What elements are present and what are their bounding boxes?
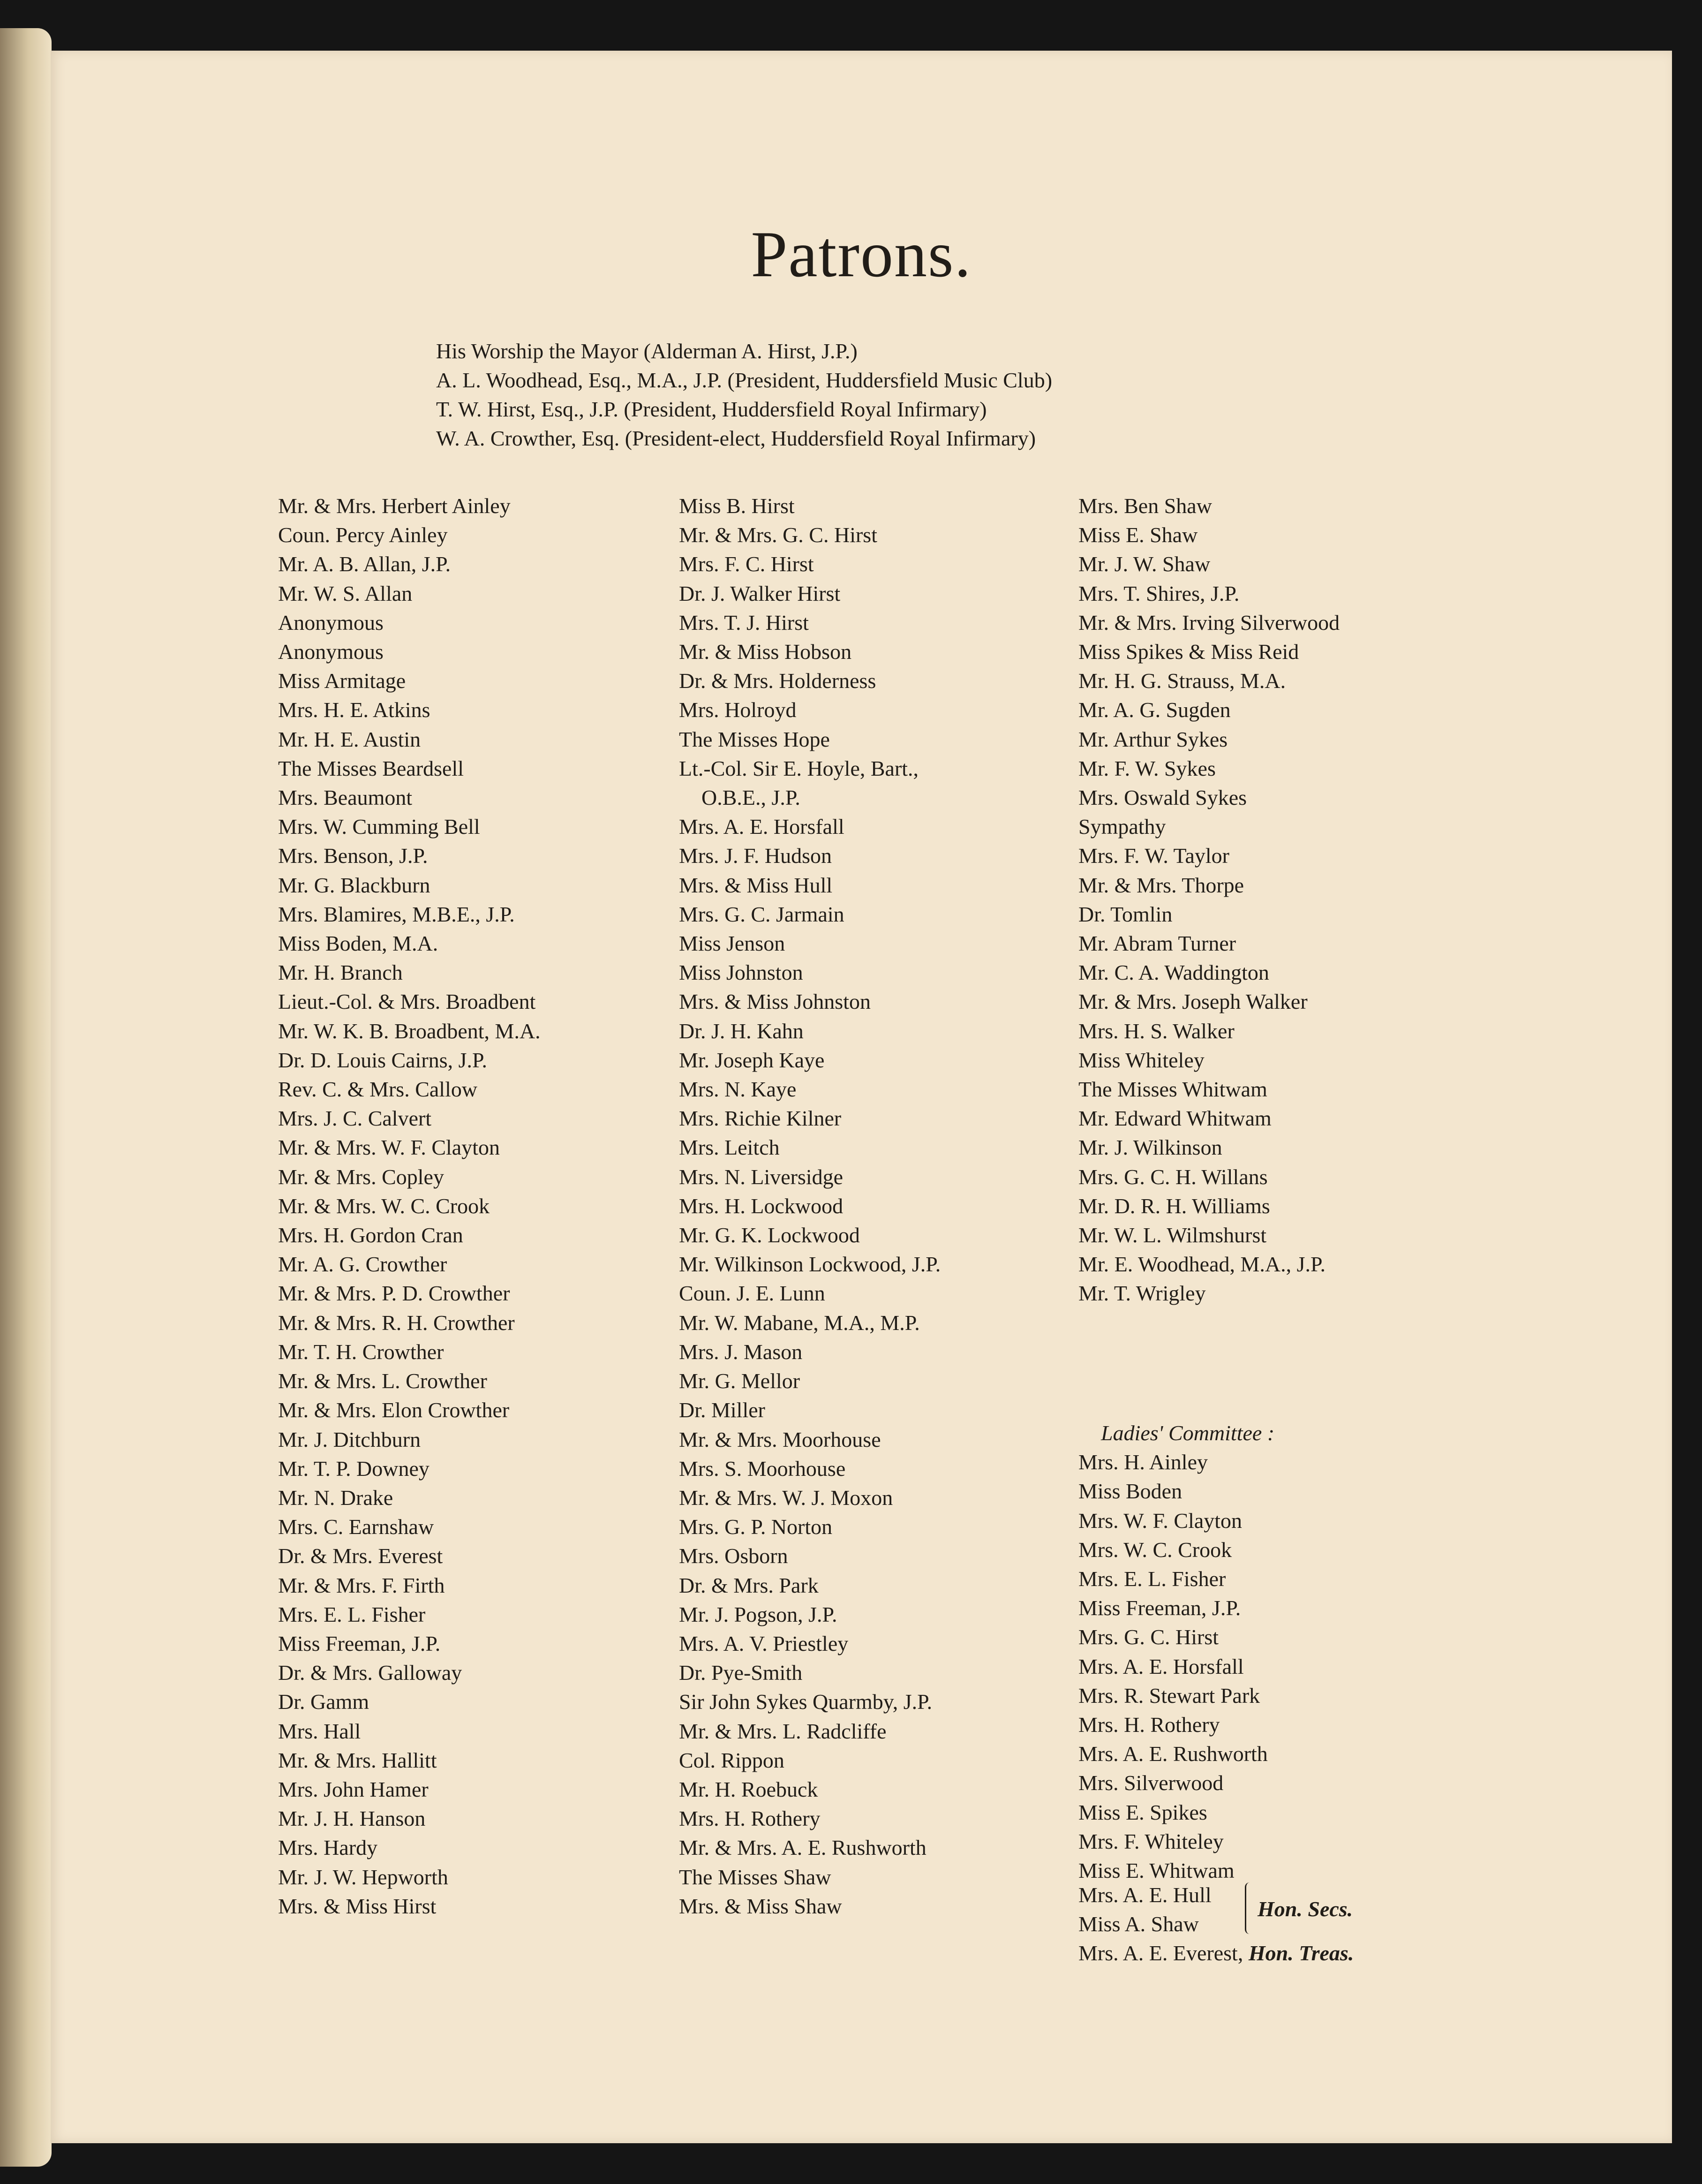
patron-name: Mrs. S. Moorhouse xyxy=(679,1456,846,1481)
patron-name: Mr. J. Ditchburn xyxy=(278,1427,421,1451)
patron-name: Mrs. H. Lockwood xyxy=(679,1194,843,1218)
patron-name: Mrs. Benson, J.P. xyxy=(278,844,428,868)
patron-name: Coun. J. E. Lunn xyxy=(679,1281,825,1306)
patron-name: Mrs. Hall xyxy=(278,1719,361,1743)
secretaries-role: Hon. Secs. xyxy=(1258,1897,1353,1921)
patron-name: Mr. & Mrs. P. D. Crowther xyxy=(278,1281,510,1306)
patron-name: Miss Freeman, J.P. xyxy=(1078,1596,1241,1620)
patron-name: Mrs. W. C. Crook xyxy=(1078,1537,1232,1562)
patron-name: Mrs. N. Kaye xyxy=(679,1077,797,1102)
patron-name: Miss Boden xyxy=(1078,1479,1182,1504)
patron-name: Mrs. G. C. H. Willans xyxy=(1078,1164,1268,1189)
patron-name: Mrs. Silverwood xyxy=(1078,1771,1224,1795)
patron-name: Mrs. Hardy xyxy=(278,1836,378,1860)
patron-name: Mrs. G. C. Jarmain xyxy=(679,902,844,926)
patron-name: Miss E. Spikes xyxy=(1078,1800,1207,1824)
patron-name: Mrs. A. E. Horsfall xyxy=(1078,1654,1244,1678)
patron-name: Mr. C. A. Waddington xyxy=(1078,960,1269,985)
patrons-column-3 xyxy=(1078,491,1340,1308)
secretary-name: Mrs. A. E. Hull xyxy=(1078,1883,1212,1907)
patron-name: Mr. W. L. Wilmshurst xyxy=(1078,1223,1267,1247)
patron-name: Mrs. W. Cumming Bell xyxy=(278,815,480,839)
patron-name: Mr. H. G. Strauss, M.A. xyxy=(1078,669,1286,693)
patron-name: The Misses Hope xyxy=(679,727,830,751)
patron-name: Mrs. F. W. Taylor xyxy=(1078,844,1229,868)
patron-name: Miss Johnston xyxy=(679,960,803,985)
patron-name: Mr. Abram Turner xyxy=(1078,931,1236,956)
patron-name: Mr. & Mrs. L. Crowther xyxy=(278,1369,487,1393)
patron-name: Mr. & Mrs. W. J. Moxon xyxy=(679,1485,893,1510)
patron-name: Dr. J. H. Kahn xyxy=(679,1019,804,1043)
patron-name: Dr. & Mrs. Holderness xyxy=(679,669,876,693)
patron-name: Mrs. R. Stewart Park xyxy=(1078,1683,1260,1708)
patron-name: Mr. & Miss Hobson xyxy=(679,640,852,664)
patron-name: Mr. & Mrs. Herbert Ainley xyxy=(278,494,511,518)
patron-name: Rev. C. & Mrs. Callow xyxy=(278,1077,478,1102)
patron-name: Mr. Wilkinson Lockwood, J.P. xyxy=(679,1252,941,1277)
patron-name: Mrs. T. J. Hirst xyxy=(679,610,809,635)
patron-name: Mr. & Mrs. Elon Crowther xyxy=(278,1398,510,1422)
patron-name: Mr. T. P. Downey xyxy=(278,1456,429,1481)
patron-name: Miss Spikes & Miss Reid xyxy=(1078,640,1299,664)
patron-name: Col. Rippon xyxy=(679,1748,784,1772)
patron-name: Miss E. Shaw xyxy=(1078,523,1198,547)
patron-name: Mr. & Mrs. Irving Silverwood xyxy=(1078,610,1340,635)
patron-name: Dr. Pye-Smith xyxy=(679,1661,803,1685)
patron-name: Miss Jenson xyxy=(679,931,785,956)
principal-patron: His Worship the Mayor (Alderman A. Hirst, J.P.) xyxy=(436,339,858,363)
patron-name: Mrs. Osborn xyxy=(679,1544,788,1568)
patron-name: Miss Boden, M.A. xyxy=(278,931,438,956)
patron-name: Mrs. J. C. Calvert xyxy=(278,1106,432,1131)
treasurer-role: Hon. Treas. xyxy=(1248,1941,1354,1965)
patron-name: Mrs. E. L. Fisher xyxy=(278,1602,426,1626)
patron-name: Mrs. E. L. Fisher xyxy=(1078,1567,1226,1591)
patron-name: The Misses Shaw xyxy=(679,1865,831,1889)
patron-name: Mr. & Mrs. Moorhouse xyxy=(679,1427,881,1451)
patron-name: Dr. & Mrs. Everest xyxy=(278,1544,443,1568)
patron-name: Mr. J. W. Hepworth xyxy=(278,1865,448,1889)
patron-name: Mr. & Mrs. Hallitt xyxy=(278,1748,437,1772)
patron-name: Mrs. T. Shires, J.P. xyxy=(1078,581,1240,605)
patron-name: Mr. T. H. Crowther xyxy=(278,1339,444,1364)
patron-name: Mr. A. B. Allan, J.P. xyxy=(278,552,451,576)
patron-name: Mrs. H. Rothery xyxy=(679,1806,821,1831)
patron-name: Miss Armitage xyxy=(278,669,406,693)
patron-name: Mrs. & Miss Hirst xyxy=(278,1894,437,1918)
patron-name: Mrs. J. F. Hudson xyxy=(679,844,832,868)
patron-name: Mr. A. G. Sugden xyxy=(1078,698,1231,722)
patron-name: Mrs. Holroyd xyxy=(679,698,797,722)
patron-name: Mr. & Mrs. G. C. Hirst xyxy=(679,523,877,547)
patron-name: Mrs. H. S. Walker xyxy=(1078,1019,1235,1043)
secretary-name: Miss A. Shaw xyxy=(1078,1912,1199,1936)
patron-name: Mr. W. Mabane, M.A., M.P. xyxy=(679,1310,920,1335)
patron-name: Mr. W. S. Allan xyxy=(278,581,413,605)
patron-name: Mr. E. Woodhead, M.A., J.P. xyxy=(1078,1252,1326,1277)
patron-name: Dr. Gamm xyxy=(278,1690,369,1714)
patron-name: Mrs. J. Mason xyxy=(679,1339,803,1364)
patron-name: Mr. H. Roebuck xyxy=(679,1777,818,1801)
ladies-committee xyxy=(1078,1419,1274,1885)
patron-name: Mrs. & Miss Hull xyxy=(679,873,833,897)
patron-name: Mr. G. Mellor xyxy=(679,1369,800,1393)
patron-name: Miss B. Hirst xyxy=(679,494,795,518)
patron-name: Mr. & Mrs. Joseph Walker xyxy=(1078,990,1308,1014)
patron-name: O.B.E., J.P. xyxy=(701,786,800,810)
patron-name: Mr. Edward Whitwam xyxy=(1078,1106,1272,1131)
patron-name: Mrs. H. E. Atkins xyxy=(278,698,430,722)
patron-name: The Misses Beardsell xyxy=(278,756,464,780)
patron-name: Mrs. Blamires, M.B.E., J.P. xyxy=(278,902,515,926)
patron-name: Dr. & Mrs. Park xyxy=(679,1573,819,1597)
patron-name: Mrs. & Miss Shaw xyxy=(679,1894,842,1918)
patron-name: Miss Whiteley xyxy=(1078,1048,1205,1072)
principal-patron: A. L. Woodhead, Esq., M.A., J.P. (President, Huddersfield Music Club) xyxy=(436,368,1053,392)
patron-name: Mr. & Mrs. L. Radcliffe xyxy=(679,1719,887,1743)
principal-patron: W. A. Crowther, Esq. (President-elect, Huddersfield Royal Infirmary) xyxy=(436,426,1036,450)
patron-name: Mr. J. Wilkinson xyxy=(1078,1135,1222,1160)
patrons-column-2 xyxy=(679,491,941,1921)
principal-patron: T. W. Hirst, Esq., J.P. (President, Huddersfield Royal Infirmary) xyxy=(436,397,987,421)
patron-name: Mr. G. Blackburn xyxy=(278,873,430,897)
patron-name: Mr. H. Branch xyxy=(278,960,403,985)
patron-name: Mrs. & Miss Johnston xyxy=(679,990,871,1014)
patron-name: Mr. & Mrs. W. F. Clayton xyxy=(278,1135,500,1160)
patron-name: Mr. Joseph Kaye xyxy=(679,1048,825,1072)
patron-name: Mr. T. Wrigley xyxy=(1078,1281,1206,1306)
patron-name: Lt.-Col. Sir E. Hoyle, Bart., xyxy=(679,756,919,780)
patron-name: Mr. & Mrs. W. C. Crook xyxy=(278,1194,490,1218)
patron-name: Miss Freeman, J.P. xyxy=(278,1631,441,1655)
patron-name: Mr. N. Drake xyxy=(278,1485,393,1510)
patron-name: Mr. J. W. Shaw xyxy=(1078,552,1211,576)
patron-name: Mr. W. K. B. Broadbent, M.A. xyxy=(278,1019,541,1043)
patron-name: Mrs. H. Gordon Cran xyxy=(278,1223,463,1247)
patron-name: Mr. D. R. H. Williams xyxy=(1078,1194,1270,1218)
brace-bracket xyxy=(1245,1882,1253,1934)
patron-name: Anonymous xyxy=(278,610,384,635)
book-spine-edge xyxy=(0,28,52,2167)
patron-name: Mr. G. K. Lockwood xyxy=(679,1223,860,1247)
patron-name: Mr. & Mrs. A. E. Rushworth xyxy=(679,1836,926,1860)
patron-name: Mr. H. E. Austin xyxy=(278,727,421,751)
patron-name: Mr. & Mrs. F. Firth xyxy=(278,1573,445,1597)
patron-name: Mrs. N. Liversidge xyxy=(679,1164,843,1189)
patron-name: Lieut.-Col. & Mrs. Broadbent xyxy=(278,990,536,1014)
patron-name: Mrs. Leitch xyxy=(679,1135,780,1160)
patron-name: Mrs. Oswald Sykes xyxy=(1078,786,1247,810)
patron-name: Mr. F. W. Sykes xyxy=(1078,756,1216,780)
patron-name: The Misses Whitwam xyxy=(1078,1077,1267,1102)
patron-name: Mrs. F. C. Hirst xyxy=(679,552,814,576)
patron-name: Dr. & Mrs. Galloway xyxy=(278,1661,462,1685)
patron-name: Mrs. G. P. Norton xyxy=(679,1515,833,1539)
patron-name: Mrs. G. C. Hirst xyxy=(1078,1625,1219,1649)
program-page xyxy=(51,51,1672,2143)
patron-name: Mr. & Mrs. R. H. Crowther xyxy=(278,1310,515,1335)
patron-name: Sympathy xyxy=(1078,815,1166,839)
patron-name: Mrs. A. E. Horsfall xyxy=(679,815,844,839)
patron-name: Mrs. A. V. Priestley xyxy=(679,1631,849,1655)
patron-name: Mrs. C. Earnshaw xyxy=(278,1515,434,1539)
committee-members xyxy=(1078,1448,1274,1885)
patron-name: Dr. D. Louis Cairns, J.P. xyxy=(278,1048,487,1072)
patron-name: Mrs. Ben Shaw xyxy=(1078,494,1212,518)
patron-name: Mr. J. Pogson, J.P. xyxy=(679,1602,837,1626)
principal-patrons-list xyxy=(436,337,1052,453)
patron-name: Mrs. John Hamer xyxy=(278,1777,429,1801)
patron-name: Coun. Percy Ainley xyxy=(278,523,448,547)
patron-name: Anonymous xyxy=(278,640,384,664)
patron-name: Mrs. W. F. Clayton xyxy=(1078,1508,1243,1533)
honorary-treasurer xyxy=(1078,1939,1354,1968)
patron-name: Dr. J. Walker Hirst xyxy=(679,581,841,605)
patron-name: Dr. Miller xyxy=(679,1398,765,1422)
patron-name: Dr. Tomlin xyxy=(1078,902,1173,926)
patron-name: Mrs. F. Whiteley xyxy=(1078,1829,1224,1853)
patron-name: Mrs. A. E. Rushworth xyxy=(1078,1742,1268,1766)
patron-name: Mrs. Richie Kilner xyxy=(679,1106,842,1131)
page-title: Patrons. xyxy=(751,218,972,291)
patron-name: Mr. & Mrs. Copley xyxy=(278,1164,444,1189)
patron-name: Miss E. Whitwam xyxy=(1078,1859,1235,1883)
patrons-column-1 xyxy=(278,491,541,1921)
patron-name: Sir John Sykes Quarmby, J.P. xyxy=(679,1690,933,1714)
patron-name: Mrs. Beaumont xyxy=(278,786,413,810)
treasurer-name: Mrs. A. E. Everest, xyxy=(1078,1941,1249,1965)
patron-name: Mrs. H. Rothery xyxy=(1078,1713,1220,1737)
patron-name: Mr. & Mrs. Thorpe xyxy=(1078,873,1244,897)
ladies-committee-heading: Ladies' Committee : xyxy=(1101,1421,1275,1445)
honorary-secretaries xyxy=(1078,1881,1435,1939)
patron-name: Mr. J. H. Hanson xyxy=(278,1806,426,1831)
patron-name: Mr. A. G. Crowther xyxy=(278,1252,447,1277)
patron-name: Mr. Arthur Sykes xyxy=(1078,727,1228,751)
patron-name: Mrs. H. Ainley xyxy=(1078,1450,1208,1474)
